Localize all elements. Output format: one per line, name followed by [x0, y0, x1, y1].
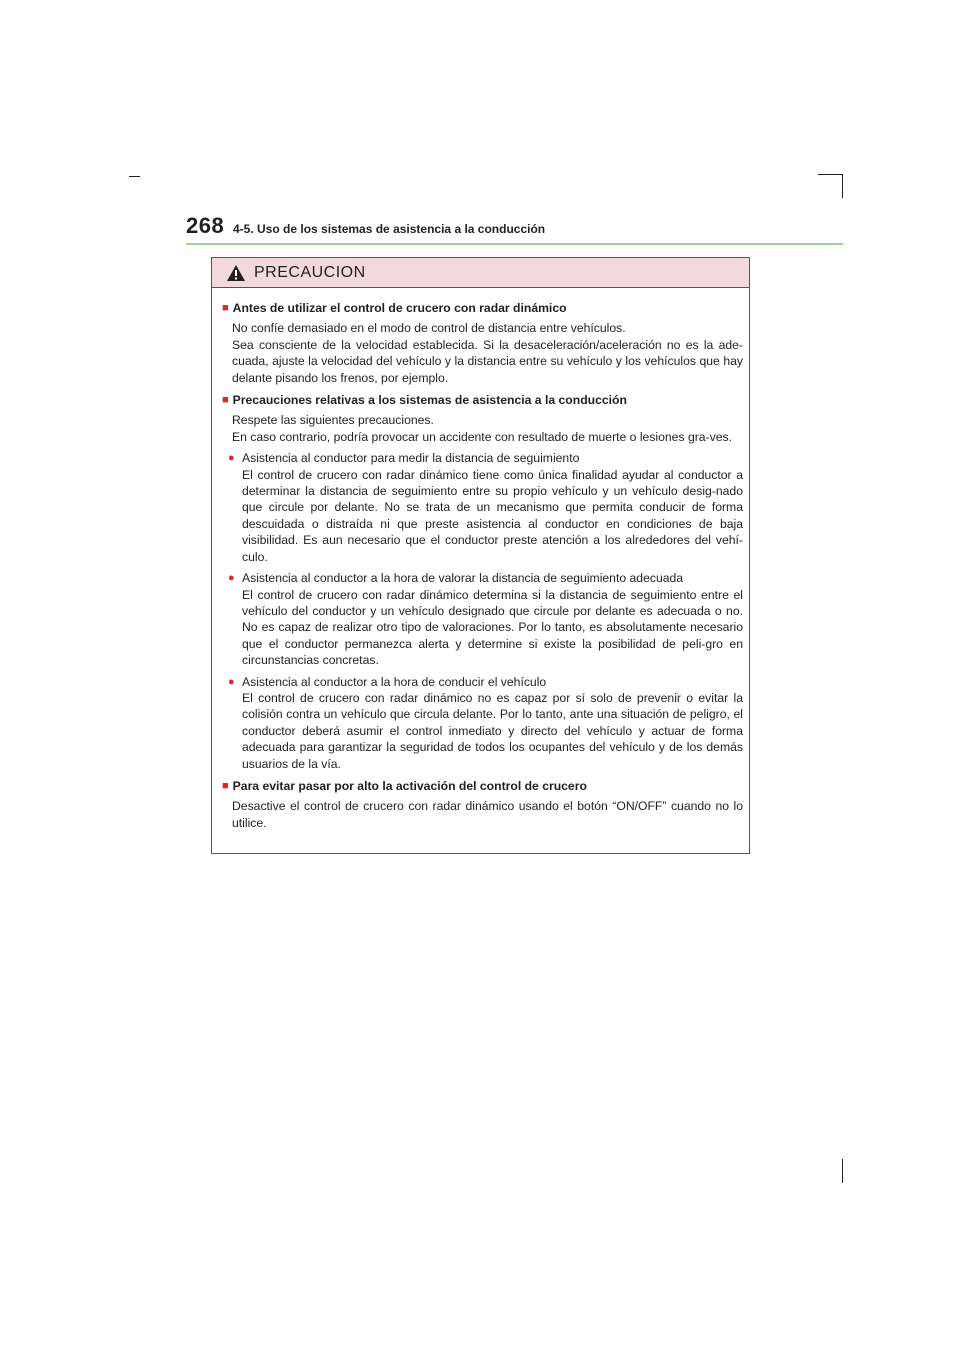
bullet-title: Asistencia al conductor a la hora de valorar la distancia de seguimiento adecuada — [242, 571, 684, 586]
list-item — [228, 674, 743, 772]
caution-body — [212, 288, 749, 831]
crop-mark — [129, 176, 140, 177]
square-bullet-icon: ■ — [222, 302, 229, 314]
crop-mark — [842, 174, 843, 198]
bullet-title: Asistencia al conductor a la hora de conducir el vehículo — [242, 674, 547, 689]
circle-bullet-icon: ● — [228, 452, 235, 465]
caution-title: PRECAUCION — [254, 263, 366, 281]
square-bullet-icon: ■ — [222, 779, 229, 792]
circle-bullet-icon: ● — [228, 675, 235, 688]
list-item — [228, 450, 743, 565]
paragraph: Desactive el control de crucero con radar dinámico usando el botón “ON/OFF” cuando no lo utilice. — [232, 799, 743, 830]
caution-section — [222, 778, 743, 831]
circle-bullet-icon: ● — [228, 572, 235, 585]
section-heading: ■ Antes de utilizar el control de crucero con radar dinámico — [222, 301, 567, 315]
bullet-title: Asistencia al conductor para medir la distancia de seguimiento — [242, 451, 580, 466]
caution-header — [212, 258, 749, 288]
bullet-text: El control de crucero con radar dinámico tiene como única finalidad ayudar al conductor a determinar la distancia de seguimiento entre su propio vehículo y un vehículo desig-nado que circule por delante. No se trata de un mecanismo que permita conducir de forma descuidada o distraída ni que preste asistencia al conductor en condiciones de baja visibilidad. Es aun necesario que el conductor preste atención a los alrededores del vehí-culo. — [242, 467, 743, 564]
square-bullet-icon: ■ — [222, 394, 229, 407]
paragraph: Respete las siguientes precauciones. En caso contrario, podría provocar un accidente con resultado de muerte o lesiones gra-ves. — [232, 413, 732, 444]
section-heading: ■ Precauciones relativas a los sistemas de asistencia a la conducción — [222, 393, 627, 408]
list-item — [228, 570, 743, 668]
page-number: 268 — [186, 213, 225, 238]
bullet-text: El control de crucero con radar dinámico no es capaz por sí solo de prevenir o evitar la colisión contra un vehículo que circula delante. Por lo tanto, ante una situación de peligro, el conductor deberá asumir el control inmediato y directo del vehículo y actuar de forma adecuada para garantizar la seguridad de todos los ocupantes del vehículo y de los demás usuarios de la vía. — [242, 690, 743, 771]
crop-mark — [842, 1159, 843, 1183]
caution-section — [222, 392, 743, 772]
paragraph: No confíe demasiado en el modo de control de distancia entre vehículos. Sea consciente de la velocidad establecida. Si la desaceleración/aceleración no es la ade-cuada, ajuste la velocidad del vehículo y la distancia entre su vehículo y los vehículos que hay delante pisando los frenos, por ejemplo. — [232, 321, 743, 385]
crop-mark — [818, 174, 842, 175]
warning-triangle-icon — [226, 264, 246, 282]
section-title: 4-5. Uso de los sistemas de asistencia a la conducción — [233, 222, 546, 236]
bullet-text: El control de crucero con radar dinámico determina si la distancia de seguimiento entre el vehículo del conductor y un vehículo designado que circule por delante es adecuada o no. No es capaz de realizar otro tipo de valoraciones. Por lo tanto, es absolutamente necesario que el conductor permanezca alerta y determine si existe la posibilidad de peli-gro en circunstancias concretas. — [242, 587, 743, 668]
section-heading: ■ Para evitar pasar por alto la activación del control de crucero — [222, 778, 587, 793]
header-divider — [186, 243, 843, 245]
caution-box — [211, 257, 750, 854]
caution-section — [222, 300, 743, 386]
